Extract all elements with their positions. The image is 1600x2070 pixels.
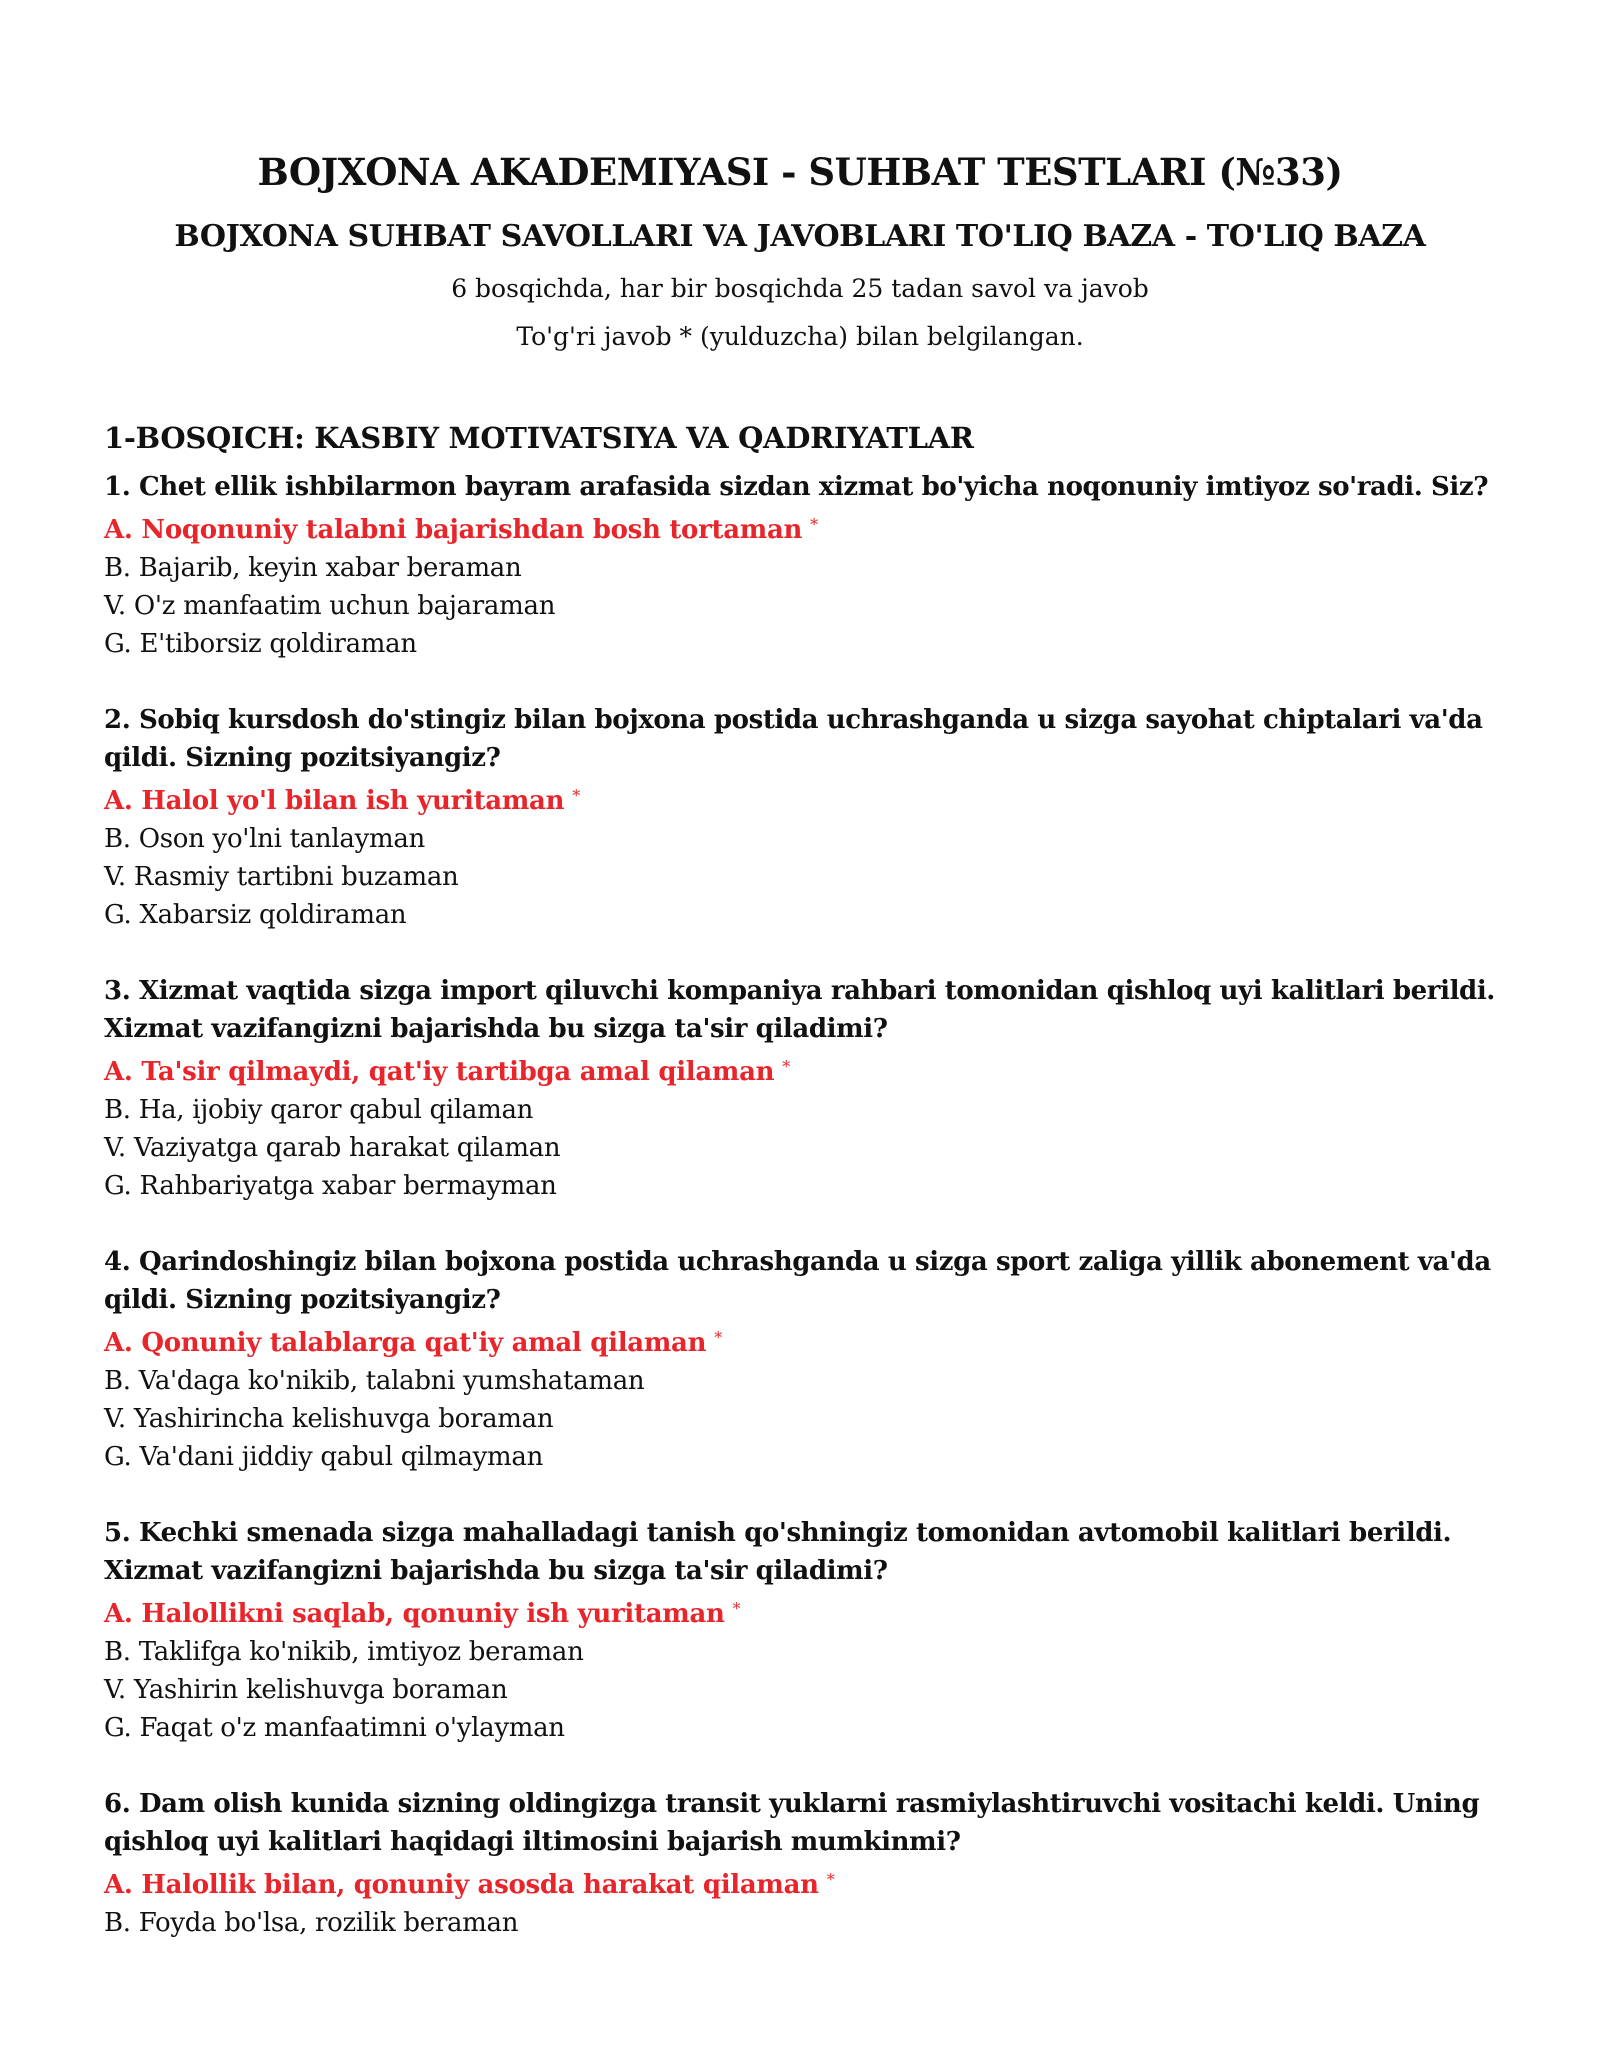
question-6 (104, 1785, 1504, 1942)
answer-option: G. E'tiborsiz qoldiraman (104, 629, 417, 659)
correct-star-marker: * (714, 1328, 722, 1347)
answer-option: B. Oson yo'lni tanlayman (104, 824, 425, 854)
option-label: A. Halol yo'l bilan ish yuritaman (104, 786, 565, 816)
answer-option: G. Xabarsiz qoldiraman (104, 900, 407, 930)
info-line-correct-marker: To'g'ri javob * (yulduzcha) bilan belgilangan. (516, 322, 1084, 351)
correct-star-marker: * (572, 786, 580, 805)
question-5 (104, 1514, 1504, 1747)
question-text: 2. Sobiq kursdosh do'stingiz bilan bojxona postida uchrashganda u sizga sayohat chiptalari va'da qildi. Sizning pozitsiyangiz? (104, 705, 1483, 773)
answer-option: B. Ha, ijobiy qaror qabul qilaman (104, 1095, 534, 1125)
answer-option: B. Va'daga ko'nikib, talabni yumshataman (104, 1366, 645, 1396)
answer-option: B. Foyda bo'lsa, rozilik beraman (104, 1908, 519, 1938)
answer-option: B. Bajarib, keyin xabar beraman (104, 553, 522, 583)
correct-star-marker: * (810, 515, 818, 534)
page-title: BOJXONA AKADEMIYASI - SUHBAT TESTLARI (№33) (257, 150, 1343, 194)
question-text: 3. Xizmat vaqtida sizga import qiluvchi kompaniya rahbari tomonidan qishloq uyi kalitlari berildi. Xizmat vazifangizni bajarishda bu sizga ta'sir qiladimi? (104, 976, 1495, 1044)
option-label: A. Noqonuniy talabni bajarishdan bosh tortaman (104, 515, 803, 545)
option-label: A. Qonuniy talablarga qat'iy amal qilaman (104, 1328, 707, 1358)
correct-answer-option (104, 1861, 1504, 1904)
question-1 (104, 468, 1504, 663)
answer-option: V. Rasmiy tartibni buzaman (104, 862, 459, 892)
section-title: 1-BOSQICH: KASBIY MOTIVATSIYA VA QADRIYATLAR (104, 421, 974, 455)
answer-option: V. Vaziyatga qarab harakat qilaman (104, 1133, 561, 1163)
questions-content (104, 418, 1504, 1980)
answer-option: V. Yashirincha kelishuvga boraman (104, 1404, 554, 1434)
answer-option: G. Va'dani jiddiy qabul qilmayman (104, 1442, 544, 1472)
info-line-stages: 6 bosqichda, har bir bosqichda 25 tadan savol va javob (451, 274, 1149, 303)
question-4 (104, 1243, 1504, 1476)
correct-answer-option (104, 1319, 1504, 1362)
answer-option: V. O'z manfaatim uchun bajaraman (104, 591, 556, 621)
option-label: A. Ta'sir qilmaydi, qat'iy tartibga amal qilaman (104, 1057, 775, 1087)
page-subtitle: BOJXONA SUHBAT SAVOLLARI VA JAVOBLARI TO'LIQ BAZA - TO'LIQ BAZA (174, 219, 1426, 254)
question-text: 4. Qarindoshingiz bilan bojxona postida uchrashganda u sizga sport zaliga yillik abonement va'da qildi. Sizning pozitsiyangiz? (104, 1247, 1491, 1315)
answer-option: G. Faqat o'z manfaatimni o'ylayman (104, 1713, 565, 1743)
correct-answer-option (104, 1590, 1504, 1633)
correct-answer-option (104, 506, 1504, 549)
answer-option: V. Yashirin kelishuvga boraman (104, 1675, 508, 1705)
question-3 (104, 972, 1504, 1205)
correct-star-marker: * (782, 1057, 790, 1076)
correct-answer-option (104, 1048, 1504, 1091)
answer-option: G. Rahbariyatga xabar bermayman (104, 1171, 557, 1201)
question-text: 5. Kechki smenada sizga mahalladagi tanish qo'shningiz tomonidan avtomobil kalitlari berildi. Xizmat vazifangizni bajarishda bu sizga ta'sir qiladimi? (104, 1518, 1452, 1586)
correct-star-marker: * (826, 1870, 835, 1889)
answer-option: B. Taklifga ko'nikib, imtiyoz beraman (104, 1637, 584, 1667)
correct-answer-option (104, 777, 1504, 820)
question-text: 1. Chet ellik ishbilarmon bayram arafasida sizdan xizmat bo'yicha noqonuniy imtiyoz so'radi. Siz? (104, 472, 1489, 502)
question-2 (104, 701, 1504, 934)
option-label: A. Halollik bilan, qonuniy asosda harakat qilaman (104, 1870, 819, 1900)
question-text: 6. Dam olish kunida sizning oldingizga transit yuklarni rasmiylashtiruvchi vositachi keldi. Uning qishloq uyi kalitlari haqidagi iltimosini bajarish mumkinmi? (104, 1789, 1480, 1857)
option-label: A. Halollikni saqlab, qonuniy ish yuritaman (104, 1599, 725, 1629)
correct-star-marker: * (732, 1599, 741, 1618)
